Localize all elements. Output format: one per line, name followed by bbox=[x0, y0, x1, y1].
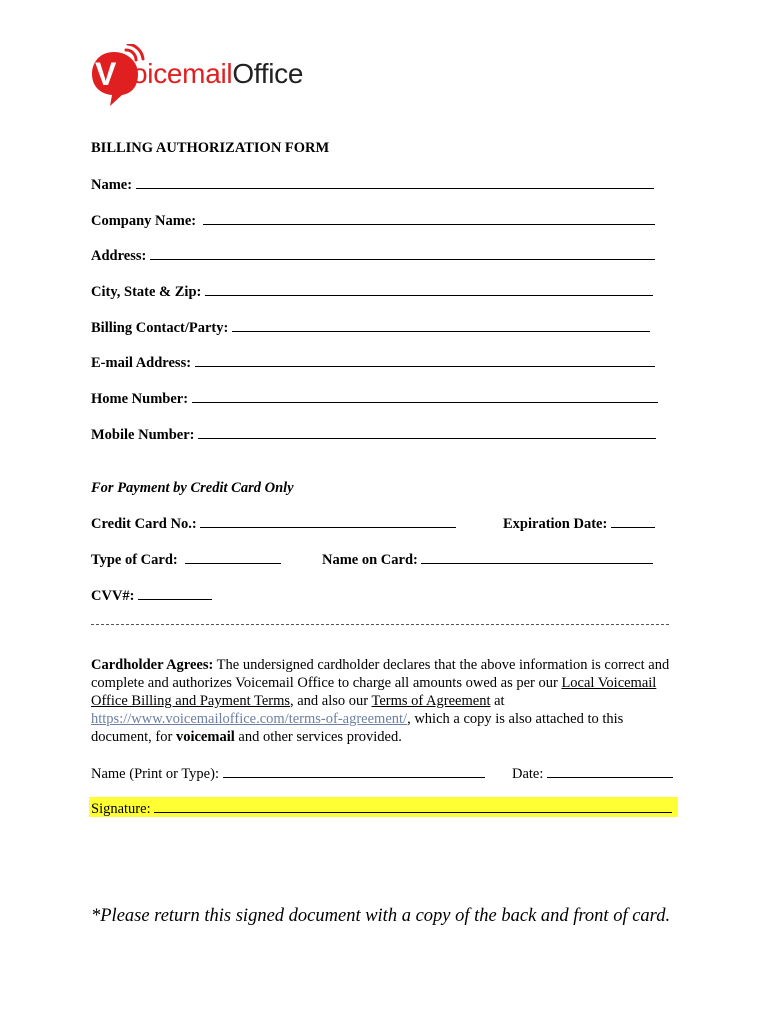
city-field-row bbox=[91, 282, 653, 301]
email-input-line[interactable] bbox=[195, 353, 655, 367]
credit-card-label: Credit Card No.: bbox=[91, 516, 197, 532]
city-input-line[interactable] bbox=[205, 282, 653, 296]
name-input-line[interactable] bbox=[136, 175, 654, 189]
agreement-lead: Cardholder Agrees: bbox=[91, 657, 214, 673]
date-label: Date: bbox=[512, 766, 544, 782]
mobile-number-input-line[interactable] bbox=[198, 425, 656, 439]
name-label: Name: bbox=[91, 177, 133, 193]
print-name-row bbox=[91, 764, 485, 783]
signature-label: Signature: bbox=[91, 801, 151, 817]
form-title: BILLING AUTHORIZATION FORM bbox=[91, 140, 330, 156]
terms-url-link[interactable]: https://www.voicemailoffice.com/terms-of-agreement/ bbox=[91, 711, 408, 727]
name-on-card-label: Name on Card: bbox=[322, 552, 418, 568]
mobile-number-label: Mobile Number: bbox=[91, 427, 195, 443]
email-field-row bbox=[91, 353, 655, 372]
agreement-text-5: and other services provided. bbox=[234, 729, 402, 745]
signature-row bbox=[91, 799, 672, 818]
date-row bbox=[512, 764, 673, 783]
agreement-text-2: , and also our bbox=[290, 693, 372, 709]
dashed-divider bbox=[91, 624, 669, 625]
billing-terms-link[interactable]: Local Voicemail Office Billing and Payment Terms bbox=[91, 675, 657, 709]
address-label: Address: bbox=[91, 248, 147, 264]
date-input-line[interactable] bbox=[547, 764, 673, 778]
home-number-input-line[interactable] bbox=[192, 389, 658, 403]
billing-contact-field-row bbox=[91, 318, 650, 337]
city-label: City, State & Zip: bbox=[91, 284, 202, 300]
email-label: E-mail Address: bbox=[91, 355, 192, 371]
card-type-row bbox=[91, 550, 281, 569]
card-type-input-line[interactable] bbox=[185, 550, 281, 564]
card-type-label: Type of Card: bbox=[91, 552, 178, 568]
billing-contact-input-line[interactable] bbox=[232, 318, 650, 332]
name-on-card-input-line[interactable] bbox=[421, 550, 653, 564]
cvv-row bbox=[91, 586, 212, 605]
print-name-label: Name (Print or Type): bbox=[91, 766, 219, 782]
agreement-text-1: The undersigned cardholder declares that the above information is correct and complete and authorizes Voicemail Office to charge all amounts owed as per our bbox=[91, 657, 670, 691]
logo-letter-v: V bbox=[95, 56, 117, 92]
credit-card-row bbox=[91, 514, 456, 533]
company-input-line[interactable] bbox=[203, 211, 655, 225]
logo-word-office: Office bbox=[232, 58, 304, 89]
agreement-bold-word: voicemail bbox=[175, 729, 235, 745]
expiration-label: Expiration Date: bbox=[503, 516, 608, 532]
signature-input-line[interactable] bbox=[154, 799, 672, 813]
cvv-label: CVV#: bbox=[91, 588, 135, 604]
credit-card-heading: For Payment by Credit Card Only bbox=[91, 480, 294, 496]
expiration-input-line[interactable] bbox=[611, 514, 655, 528]
address-field-row bbox=[91, 246, 655, 265]
cvv-input-line[interactable] bbox=[138, 586, 212, 600]
agreement-text-3: at bbox=[490, 693, 505, 709]
company-label: Company Name: bbox=[91, 213, 197, 229]
expiration-row bbox=[503, 514, 655, 533]
logo-wordmark bbox=[95, 56, 304, 92]
agreement-paragraph bbox=[91, 656, 681, 746]
logo-word-voicemail: oicemail bbox=[132, 58, 233, 89]
credit-card-input-line[interactable] bbox=[200, 514, 456, 528]
print-name-input-line[interactable] bbox=[223, 764, 485, 778]
agreement-text-4: , which a copy is also attached to this document, for bbox=[91, 711, 624, 745]
name-field-row bbox=[91, 175, 654, 194]
return-instructions: *Please return this signed document with a copy of the back and front of card. bbox=[91, 906, 671, 926]
home-number-field-row bbox=[91, 389, 658, 408]
terms-of-agreement-link[interactable]: Terms of Agreement bbox=[371, 693, 491, 709]
home-number-label: Home Number: bbox=[91, 391, 189, 407]
billing-contact-label: Billing Contact/Party: bbox=[91, 320, 229, 336]
mobile-number-field-row bbox=[91, 425, 656, 444]
company-field-row bbox=[91, 211, 655, 230]
name-on-card-row bbox=[322, 550, 653, 569]
address-input-line[interactable] bbox=[150, 246, 655, 260]
